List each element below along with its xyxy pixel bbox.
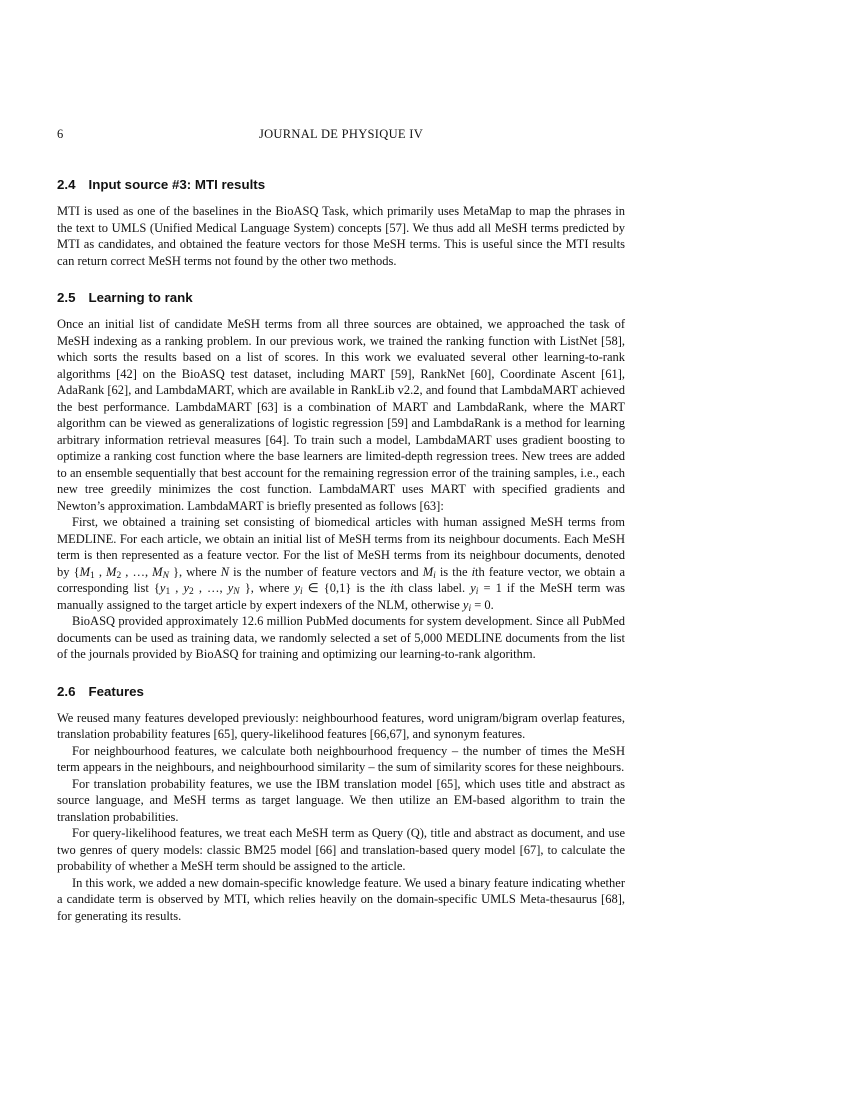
section-number: 2.4 — [57, 177, 76, 192]
section-heading-2-4 — [57, 176, 625, 193]
paragraph-neighbourhood-features: For neighbourhood features, we calculate both neighbourhood frequency – the number of times the MeSH term appears in the neighbours, and neighbourhood similarity – the sum of similarity scores for these neighbours. — [57, 743, 625, 774]
paragraph-mti-results: MTI is used as one of the baselines in the BioASQ Task, which primarily uses MetaMap to map the phrases in the text to UMLS (Unified Medical Language System) concepts [57]. We thus add all MeSH terms predicted by MTI as candidates, and obtained the feature vectors for those MeSH terms. This is useful since the MTI results can return correct MeSH terms not found by the other two methods. — [57, 204, 625, 268]
journal-running-title: JOURNAL DE PHYSIQUE IV — [258, 127, 424, 141]
paragraph-translation-features: For translation probability features, we use the IBM translation model [65], which uses title and abstract as source language, and MeSH terms as target language. We then utilize an EM-based algorithm to train the translation probabilities. — [57, 776, 625, 824]
section-number: 2.5 — [57, 290, 76, 305]
paragraph-domain-knowledge-feature: In this work, we added a new domain-specific knowledge feature. We used a binary feature indicating whether a candidate term is observed by MTI, which relies heavily on the domain-specific UMLS Meta-thesaurus [68], for generating its results. — [57, 875, 625, 923]
section-heading-2-5 — [57, 289, 625, 306]
paragraph-query-likelihood-features: For query-likelihood features, we treat each MeSH term as Query (Q), title and abstract as document, and use two genres of query models: classic BM25 model [66] and translation-based query model [67], to calculate the probability of whether a MeSH term should be assigned to the article. — [57, 826, 625, 873]
section-learning-to-rank — [57, 289, 625, 663]
text-column — [57, 0, 625, 924]
paragraph-bioasq-data: BioASQ provided approximately 12.6 million PubMed documents for system development. Since all PubMed documents can be used as training data, we randomly selected a set of 5,000 MEDLINE documents from the list of the journals provided by BioASQ for training and optimizing our learning-to-rank algorithm. — [57, 614, 625, 661]
section-input-source-mti — [57, 176, 625, 269]
section-title: Learning to rank — [88, 290, 193, 305]
section-number: 2.6 — [57, 683, 76, 699]
page-number: 6 — [57, 127, 64, 141]
paragraph-ltr-overview: Once an initial list of candidate MeSH terms from all three sources are obtained, we approached the task of MeSH indexing as a ranking problem. In our previous work, we trained the ranking function with ListNet [58], which sorts the results based on a list of scores. In this work we evaluated several other learning-to-rank algorithms [42] on the BioASQ test dataset, including MART [59], RankNet [60], Coordinate Ascent [61], AdaRank [62], and LambdaMART, which are available in RankLib v2.2, and found that LambdaMART achieved the best performance. LambdaMART [63] is a combination of MART and LambdaRank, where the MART algorithm can be viewed as generalizations of logistic regression [59] and LambdaRank is a method for learning arbitrary information retrieval measures [64]. To train such a model, LambdaMART uses gradient boosting to optimize a ranking cost function where the base learners are limited-depth regression trees. New trees are added to an ensemble sequentially that best account for the remaining regression error of the training samples, i.e., each new tree greedily minimizes the cost function. LambdaMART uses MART with specified gradients and Newton’s approximation. LambdaMART is briefly presented as follows [63]: — [57, 317, 625, 513]
paragraph-features-overview: We reused many features developed previously: neighbourhood features, word unigram/bigram overlap features, translation probability features [65], query-likelihood features [66,67], and synonym features. — [57, 710, 625, 741]
running-header — [57, 127, 625, 142]
paragraph-training-set-math: First, we obtained a training set consisting of biomedical articles with human assigned MeSH terms from MEDLINE. For each article, we obtain an initial list of MeSH terms from its neighbour documents. Each MeSH term is then represented as a feature vector. For the list of MeSH terms from its neighbour documents, denoted by {$M_1$ , $M_2$ , …, MN }, where N is the number of feature vectors and Mi is the ith feature vector, we obtain a corresponding list {$y_1$ , $y_2$ , …, yN }, where yi ∈ {0,1} is the ith class label. yi = 1 if the MeSH term was manually assigned to the target article by expert indexers of the NLM, otherwise yi = 0. — [57, 515, 626, 614]
section-title: Features — [88, 683, 144, 699]
section-heading-2-6 — [57, 683, 625, 700]
section-title: Input source #3: MTI results — [88, 177, 266, 192]
section-features — [57, 683, 625, 925]
